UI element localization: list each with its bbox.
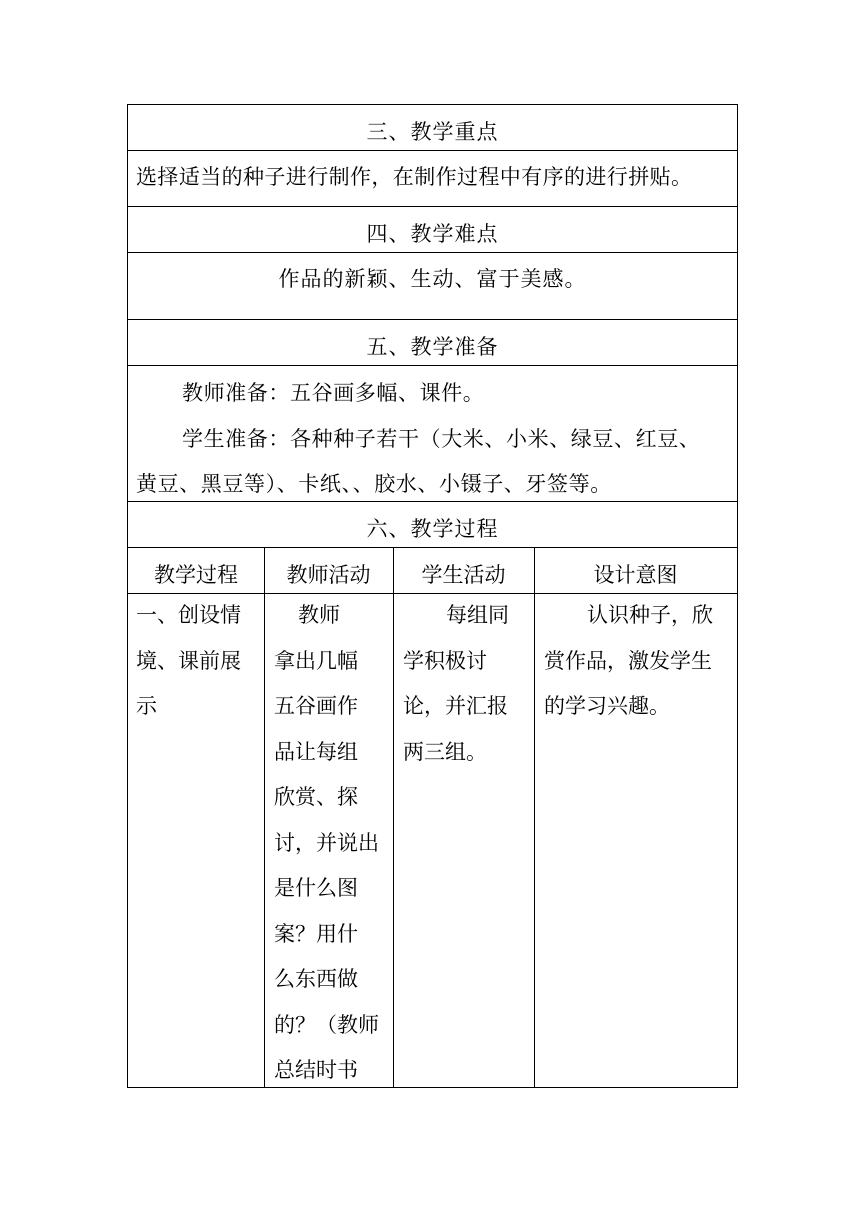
section-title-key-points: 三、教学重点 — [366, 120, 499, 144]
divider — [128, 501, 737, 502]
lesson-plan-table — [127, 104, 738, 1088]
cell-line: 认识种子，欣 — [566, 603, 713, 627]
cell-line: 教师 — [298, 603, 340, 627]
divider — [128, 365, 737, 366]
student-activity-cell — [403, 593, 533, 775]
cell-line: 学积极讨 — [403, 648, 487, 673]
divider — [128, 206, 737, 207]
divider — [128, 319, 737, 320]
cell-line: 五谷画作 — [274, 694, 358, 718]
section-title-preparation: 五、教学准备 — [366, 335, 499, 359]
cell-line: 么东西做 — [274, 967, 358, 991]
difficulties-text: 作品的新颖、生动、富于美感。 — [278, 267, 587, 291]
section-title-difficulties: 四、教学难点 — [366, 222, 499, 246]
column-header-process: 教学过程 — [154, 563, 238, 587]
divider — [128, 252, 737, 253]
cell-line: 案？用什 — [274, 921, 358, 946]
column-divider — [264, 547, 265, 1087]
teacher-activity-cell — [274, 593, 392, 1094]
process-cell — [136, 593, 262, 730]
column-header-design-intent: 设计意图 — [593, 563, 678, 587]
cell-line: 的学习兴趣。 — [544, 694, 670, 718]
student-preparation-text-cont: 黄豆、黑豆等）、卡纸、、胶水、小镊子、牙签等。 — [136, 472, 612, 496]
key-points-text: 选择适当的种子进行制作，在制作过程中有序的进行拼贴。 — [136, 165, 693, 189]
cell-line: 一、创设情 — [136, 603, 241, 627]
section-title-process: 六、教学过程 — [366, 517, 499, 541]
cell-line: 欣赏、探 — [274, 785, 358, 809]
cell-line: 两三组。 — [403, 739, 487, 764]
cell-line: 论，并汇报 — [403, 694, 508, 718]
column-divider — [534, 547, 535, 1087]
column-header-teacher-activity: 教师活动 — [286, 563, 371, 587]
divider — [128, 150, 737, 151]
cell-line: 的？（教师 — [274, 1012, 379, 1037]
cell-line: 赏作品，激发学生 — [544, 648, 712, 673]
divider — [128, 547, 737, 548]
column-header-student-activity: 学生活动 — [421, 563, 506, 587]
design-intent-cell — [544, 593, 736, 730]
teacher-preparation-text: 教师准备：五谷画多幅、课件。 — [182, 381, 485, 405]
cell-line: 总结时书 — [274, 1058, 358, 1082]
cell-line: 每组同 — [425, 603, 509, 627]
cell-line: 示 — [136, 694, 157, 718]
cell-line: 拿出几幅 — [274, 648, 358, 673]
cell-line: 境、课前展 — [136, 648, 241, 673]
column-divider — [393, 547, 394, 1087]
cell-line: 讨，并说出 — [274, 830, 379, 855]
student-preparation-text: 学生准备：各种种子若干（大米、小米、绿豆、红豆、 — [182, 427, 701, 451]
cell-line: 是什么图 — [274, 876, 358, 900]
cell-line: 品让每组 — [274, 739, 358, 764]
